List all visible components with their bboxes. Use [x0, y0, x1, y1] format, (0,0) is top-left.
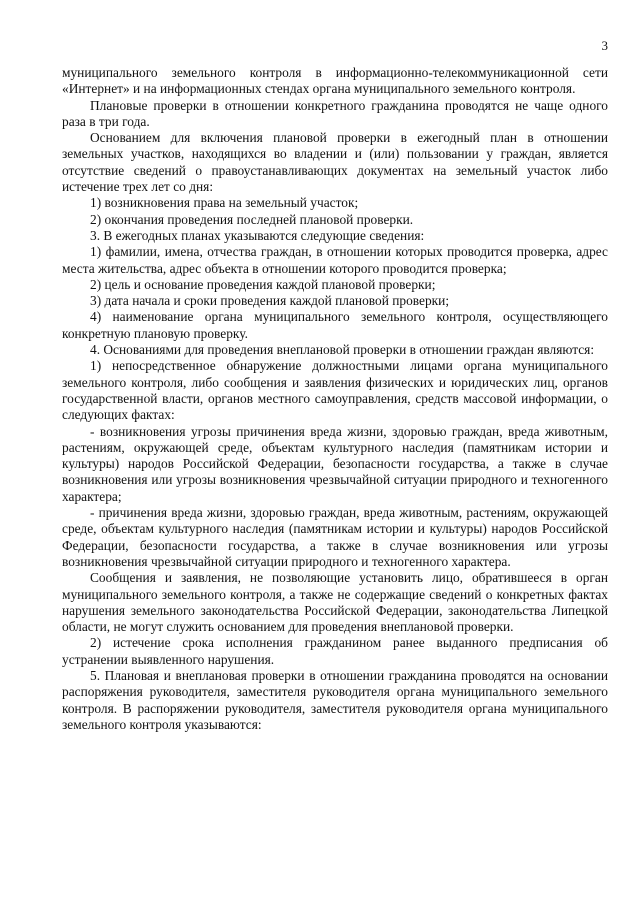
list-item: - возникновения угрозы причинения вреда жизни, здоровью граждан, вреда животным, растениям, окружающей среде, объектам культурного наследия (памятникам истории и культуры) народов Российской Федерации, безопасности государства, а также в случае возникновения или угрозы возникновения чрезвычайной ситуации природного и техногенного характера; — [62, 423, 608, 504]
list-item: - причинения вреда жизни, здоровью граждан, вреда животным, растениям, окружающей среде, объектам культурного наследия (памятникам истории и культуры) народов Российской Федерации, безопасности государства, а также в случае возникновения или угрозы возникновения чрезвычайной ситуации природного и техногенного характера. — [62, 505, 608, 569]
list-item: 2) цель и основание проведения каждой плановой проверки; — [90, 276, 436, 292]
list-item: 1) фамилии, имена, отчества граждан, в отношении которых проводится проверка, адрес места жительства, адрес объекта в отношении которого проводится проверка; — [62, 244, 608, 276]
list-item: 2) истечение срока исполнения гражданином ранее выданного предписания об устранении выявленного нарушения. — [62, 635, 608, 667]
paragraph: Плановые проверки в отношении конкретного гражданина проводятся не чаще одного раза в три года. — [62, 97, 608, 129]
list-item: 3) дата начала и сроки проведения каждой плановой проверки; — [90, 293, 450, 309]
list-item: 1) непосредственное обнаружение должностными лицами органа муниципального земельного контроля, либо сообщения и заявления физических и юридических лиц, органов государственной власти, органов местного самоуправления, средств массовой информации, о следующих фактах: — [62, 358, 608, 423]
list-item: 4) наименование органа муниципального земельного контроля, осуществляющего конкретную плановую проверку. — [62, 309, 608, 341]
paragraph: Основанием для включения плановой проверки в ежегодный план в отношении земельных участков, находящихся во владении и (или) пользовании у граждан, является отсутствие сведений о правоустанавливающих документах на земельный участок либо истечение трех лет со дня: — [62, 130, 608, 195]
paragraph: Сообщения и заявления, не позволяющие установить лицо, обратившееся в орган муниципального земельного контроля, а также не содержащие сведений о конкретных фактах нарушения земельного законодательства Российской Федерации, законодательства Липецкой области, не могут служить основанием для проведения внеплановой проверки. — [62, 570, 608, 635]
document-body — [62, 65, 608, 733]
paragraph: 5. Плановая и внеплановая проверки в отношении гражданина проводятся на основании распоряжения руководителя, заместителя руководителя органа муниципального земельного контроля. В распоряжении руководителя, заместителя руководителя органа муниципального земельного контроля указываются: — [62, 667, 608, 732]
list-item: 2) окончания проведения последней плановой проверки. — [90, 211, 414, 227]
list-item: 1) возникновения права на земельный участок; — [90, 195, 359, 211]
paragraph: муниципального земельного контроля в информационно-телекоммуникационной сети «Интернет» и на информационных стендах органа муниципального земельного контроля. — [62, 65, 608, 97]
page-number: 3 — [601, 38, 608, 53]
paragraph: 3. В ежегодных планах указываются следующие сведения: — [90, 227, 425, 243]
paragraph: 4. Основаниями для проведения внеплановой проверки в отношении граждан являются: — [90, 342, 595, 358]
